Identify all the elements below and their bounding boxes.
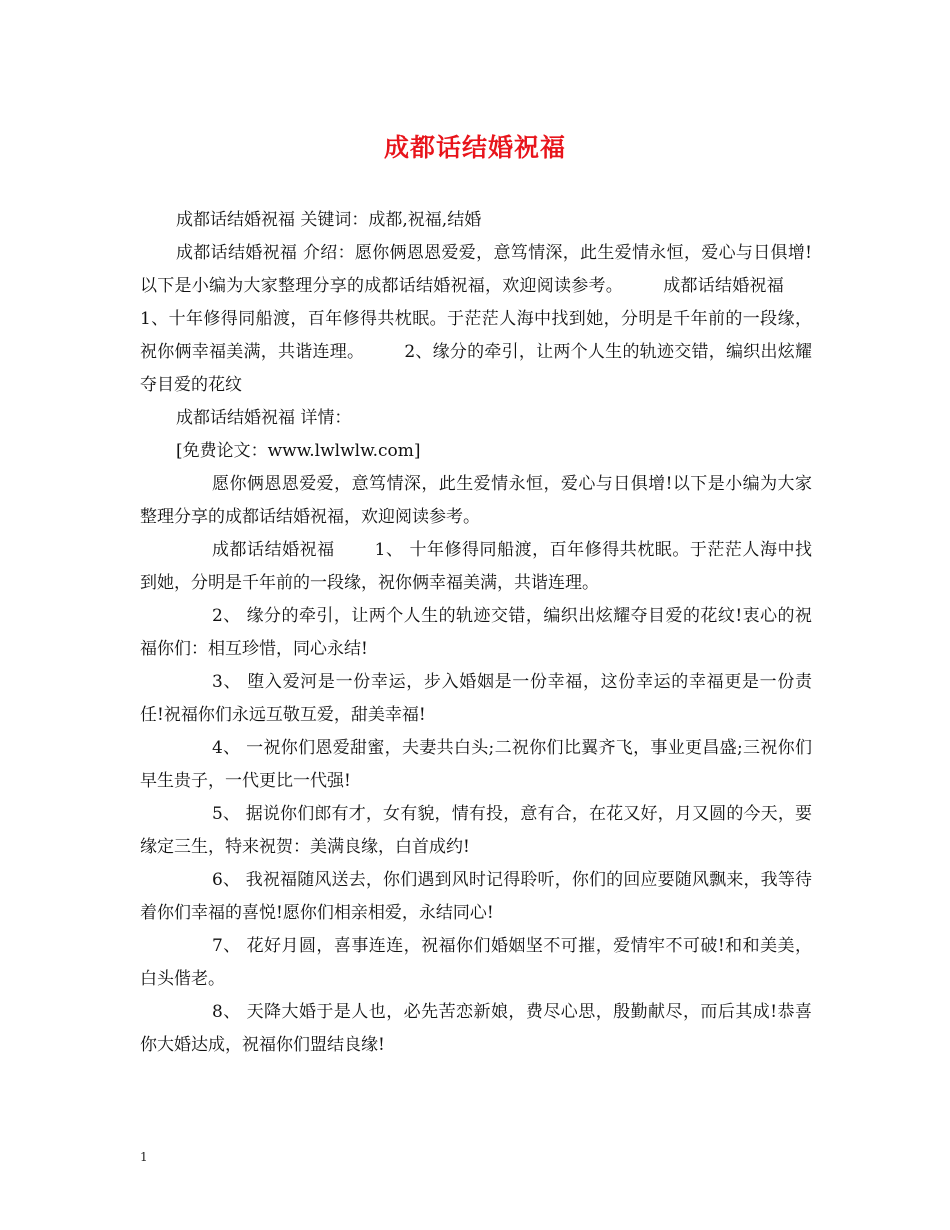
body-item-2: 2、 缘分的牵引，让两个人生的轨迹交错，编织出炫耀夺目爱的花纹!衷心的祝福你们：相互珍惜，同心永结! — [140, 606, 812, 659]
body-heading: 成都话结婚祝福 — [212, 540, 335, 560]
intro-item-2: 2、缘分的牵引，让两个人生的轨迹交错，编织出炫耀夺目爱的花纹 — [140, 342, 812, 395]
body-item-1: 1、 十年修得同船渡，百年修得共枕眠。于茫茫人海中找到她，分明是千年前的一段缘，祝你俩幸福美满，共谐连理。 — [140, 540, 813, 593]
body-item-5: 5、 据说你们郎有才，女有貌，情有投，意有合，在花又好，月又圆的今天，要缘定三生，特来祝贺：美满良缘，白首成约! — [140, 804, 812, 857]
body-item-1-paragraph — [140, 534, 812, 600]
body-item-8: 8、 天降大婚于是人也，必先苦恋新娘，费尽心思，殷勤献尽，而后其成!恭喜你大婚达成，祝福你们盟结良缘! — [140, 1002, 812, 1055]
intro-item-1: 1、十年修得同船渡，百年修得共枕眠。于茫茫人海中找到她，分明是千年前的一段缘，祝你俩幸福美满，共谐连理。 — [140, 309, 812, 362]
keywords-line: 成都话结婚祝福 关键词：成都,祝福,结婚 — [176, 210, 482, 230]
body-item-6: 6、 我祝福随风送去，你们遇到风时记得聆听，你们的回应要随风飘来，我等待着你们幸福的喜悦!愿你们相亲相爱，永结同心! — [140, 870, 812, 923]
source-line: [免费论文：www.lwlwlw.com] — [176, 441, 421, 461]
body-item-3: 3、 堕入爱河是一份幸运，步入婚姻是一份幸福，这份幸运的幸福更是一份责任!祝福你们永远互敬互爱，甜美幸福! — [140, 672, 812, 725]
intro-text: 成都话结婚祝福 介绍：愿你俩恩恩爱爱，意笃情深，此生爱情永恒，爱心与日俱增!以下是小编为大家整理分享的成都话结婚祝福，欢迎阅读参考。 — [140, 243, 812, 296]
body-item-7: 7、 花好月圆，喜事连连，祝福你们婚姻坚不可摧，爱情牢不可破!和和美美，白头偕老。 — [140, 936, 812, 989]
document-title: 成都话结婚祝福 — [383, 133, 566, 162]
intro-paragraph — [140, 237, 812, 402]
body-intro-paragraph: 愿你俩恩恩爱爱，意笃情深，此生爱情永恒，爱心与日俱增!以下是小编为大家整理分享的成都话结婚祝福，欢迎阅读参考。 — [140, 474, 812, 527]
page-number: 1 — [140, 1150, 148, 1164]
intro-heading: 成都话结婚祝福 — [663, 276, 784, 296]
body-item-4: 4、 一祝你们恩爱甜蜜，夫妻共白头;二祝你们比翼齐飞，事业更昌盛;三祝你们早生贵子，一代更比一代强! — [140, 738, 812, 791]
details-line: 成都话结婚祝福 详情： — [176, 408, 352, 428]
document-body — [140, 204, 812, 1062]
